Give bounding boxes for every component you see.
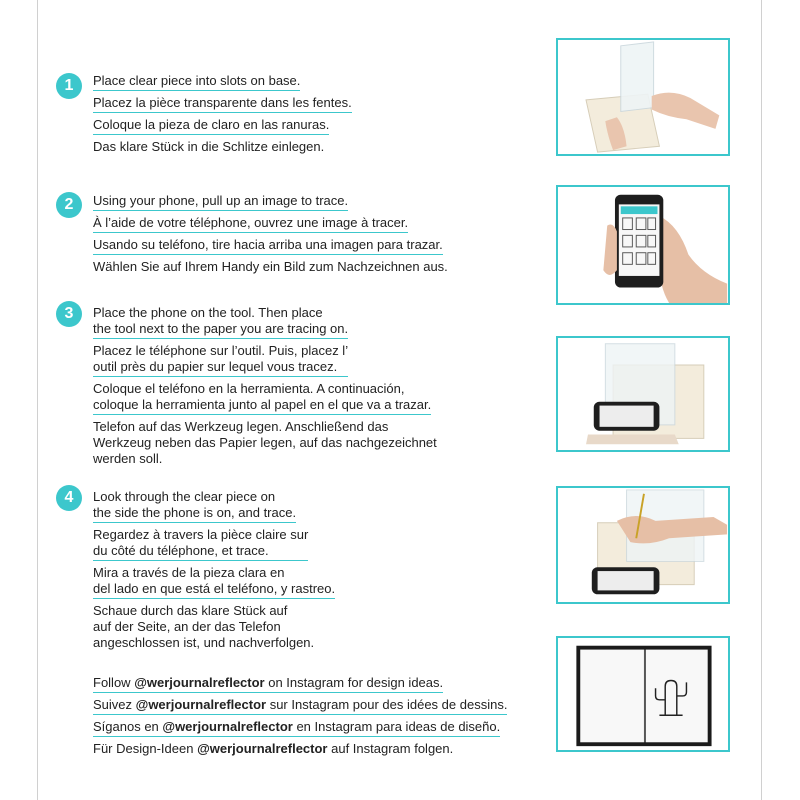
text-line: angeschlossen ist, und nachverfolgen. bbox=[93, 635, 315, 650]
step-1-spanish: Coloque la pieza de claro en las ranuras. bbox=[93, 117, 329, 135]
text-segment: Suivez bbox=[93, 697, 136, 712]
instagram-handle[interactable]: @werjournalreflector bbox=[197, 741, 328, 756]
text-line: the tool next to the paper you are tracing on. bbox=[93, 321, 349, 336]
step-number-badge: 3 bbox=[56, 301, 82, 327]
text-line: Place the phone on the tool. Then place bbox=[93, 305, 323, 320]
text-segment: Síganos en bbox=[93, 719, 163, 734]
text-segment: sur Instagram pour des idées de dessins. bbox=[266, 697, 508, 712]
text-segment: en Instagram para ideas de diseño. bbox=[292, 719, 501, 734]
notebook-cactus-icon bbox=[558, 638, 728, 750]
step-3-english bbox=[93, 305, 348, 339]
step-4-english bbox=[93, 489, 296, 523]
text-line: Look through the clear piece on bbox=[93, 489, 276, 504]
follow-english bbox=[93, 675, 443, 693]
step-1-french: Placez la pièce transparente dans les fentes. bbox=[93, 95, 352, 113]
instagram-handle[interactable]: @werjournalreflector bbox=[134, 675, 265, 690]
step-3-french bbox=[93, 343, 348, 377]
text-line: Regardez à travers la pièce claire sur bbox=[93, 527, 309, 542]
text-line: Telefon auf das Werkzeug legen. Anschließend das bbox=[93, 419, 389, 434]
text-line: the side the phone is on, and trace. bbox=[93, 505, 297, 520]
clear-panel-on-base-icon bbox=[558, 40, 728, 154]
text-line: werden soll. bbox=[93, 451, 163, 466]
tracing-through-panel-icon bbox=[558, 488, 728, 602]
hand-holding-phone-icon bbox=[558, 187, 728, 303]
hand-holding-phone-photo bbox=[556, 185, 730, 305]
follow-spanish bbox=[93, 719, 500, 737]
step-1-english: Place clear piece into slots on base. bbox=[93, 73, 300, 91]
step-2-german: Wählen Sie auf Ihrem Handy ein Bild zum Nachzeichnen aus. bbox=[93, 259, 448, 274]
text-line: del lado en que está el teléfono, y rastreo. bbox=[93, 581, 336, 596]
instagram-handle[interactable]: @werjournalreflector bbox=[162, 719, 293, 734]
instagram-handle[interactable]: @werjournalreflector bbox=[135, 697, 267, 712]
step-4-german bbox=[93, 603, 314, 652]
text-line: du côté du téléphone, et trace. bbox=[93, 543, 269, 558]
follow-german bbox=[93, 741, 453, 758]
step-3-german bbox=[93, 419, 437, 468]
step-number-badge: 4 bbox=[56, 485, 82, 511]
follow-french bbox=[93, 697, 507, 715]
step-2-english: Using your phone, pull up an image to trace. bbox=[93, 193, 348, 211]
step-number-badge: 2 bbox=[56, 192, 82, 218]
step-3-spanish bbox=[93, 381, 431, 415]
phone-on-tool-photo bbox=[556, 336, 730, 452]
text-line: Coloque el teléfono en la herramienta. A continuación, bbox=[93, 381, 405, 396]
step-2-french: À l’aide de votre téléphone, ouvrez une image à tracer. bbox=[93, 215, 408, 233]
phone-on-tool-icon bbox=[558, 338, 728, 450]
tracing-through-panel-photo bbox=[556, 486, 730, 604]
text-segment: Follow bbox=[93, 675, 135, 690]
text-line: auf der Seite, an der das Telefon bbox=[93, 619, 281, 634]
text-line: Schaue durch das klare Stück auf bbox=[93, 603, 288, 618]
text-segment: on Instagram for design ideas. bbox=[264, 675, 444, 690]
text-segment: Für Design-Ideen bbox=[93, 741, 198, 756]
text-line: Mira a través de la pieza clara en bbox=[93, 565, 285, 580]
text-line: Placez le téléphone sur l’outil. Puis, placez l’ bbox=[93, 343, 349, 358]
clear-panel-on-base-photo bbox=[556, 38, 730, 156]
step-4-french bbox=[93, 527, 308, 561]
step-1-german: Das klare Stück in die Schlitze einlegen. bbox=[93, 139, 325, 154]
text-segment: auf Instagram folgen. bbox=[327, 741, 454, 756]
text-line: Werkzeug neben das Papier legen, auf das nachgezeichnet bbox=[93, 435, 437, 450]
step-number-badge: 1 bbox=[56, 73, 82, 99]
text-line: coloque la herramienta junto al papel en el que va a trazar. bbox=[93, 397, 432, 412]
step-4-spanish bbox=[93, 565, 335, 599]
notebook-cactus-photo bbox=[556, 636, 730, 752]
text-line: outil près du papier sur lequel vous tracez. bbox=[93, 359, 338, 374]
step-2-spanish: Usando su teléfono, tire hacia arriba una imagen para trazar. bbox=[93, 237, 443, 255]
